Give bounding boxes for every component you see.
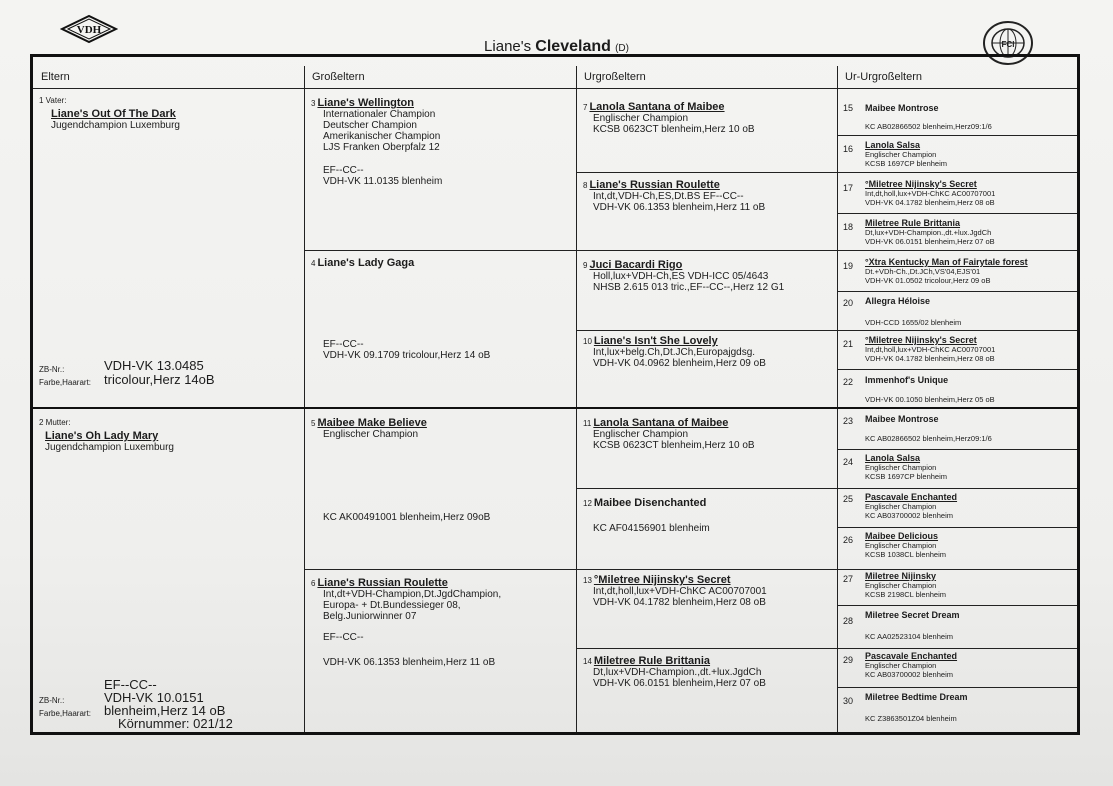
- title-kennel: Liane's: [484, 38, 532, 55]
- gg-grandparent-19: [843, 257, 1075, 285]
- pedigree-number: 19: [843, 261, 854, 271]
- dam-label: 2 Mutter:: [39, 418, 71, 427]
- info-line: KCSB 1697CP blenheim: [865, 158, 947, 168]
- info-line: Int,lux+belg.Ch,Dt.JCh,Europajgdsg.: [593, 347, 756, 358]
- divider: [837, 369, 1077, 370]
- info-line: VDH-VK 09.1709 tricolour,Herz 14 oB: [323, 350, 491, 361]
- gg-grandparent-24: [843, 453, 1075, 481]
- info-line: EF--CC--: [323, 339, 364, 350]
- col-header-great-great-grandparents: Ur-Urgroßeltern: [837, 66, 1077, 89]
- great-grandparent-14: [583, 656, 835, 689]
- divider: [304, 66, 305, 732]
- grandparent-5: [311, 418, 573, 523]
- dam-zb-value: VDH-VK 10.0151: [104, 690, 204, 705]
- info-line: Englischer Champion: [593, 429, 689, 440]
- great-grandparent-9: [583, 260, 835, 293]
- info-line: KC AB02866502 blenheim,Herz09:1/6: [865, 122, 992, 131]
- info-line: VDH-VK 06.0151 blenheim,Herz 07 oB: [593, 678, 766, 689]
- info-line: VDH-VK 04.1782 blenheim,Herz 08 oB: [865, 197, 995, 207]
- great-grandparent-13: [583, 575, 835, 608]
- gg-grandparent-27: [843, 571, 1075, 599]
- divider: [837, 291, 1077, 292]
- info-line: KC AK00491001 blenheim,Herz 09oB: [323, 512, 491, 523]
- pedigree-number: 11: [583, 419, 592, 428]
- col-header-parents: Eltern: [33, 66, 304, 89]
- info-line: KC Z3863501Z04 blenheim: [865, 714, 957, 723]
- dog-name: °Miletree Nijinsky's Secret: [593, 574, 731, 586]
- info-line: KC AB03700002 blenheim: [865, 669, 953, 679]
- dog-name: Maibee Disenchanted: [593, 497, 707, 509]
- info-line: VDH-VK 04.1782 blenheim,Herz 08 oB: [865, 353, 995, 363]
- info-line: Int,dt,holl,lux+VDH-ChKC AC00707001: [865, 189, 996, 198]
- info-line: Int,dt,holl,lux+VDH-ChKC AC00707001: [865, 345, 996, 354]
- divider: [576, 66, 577, 732]
- gg-grandparent-17: [843, 179, 1075, 207]
- pedigree-number: 24: [843, 457, 854, 467]
- dog-name: Liane's Wellington: [317, 97, 414, 109]
- info-line: KCSB 2198CL blenheim: [865, 589, 947, 599]
- great-grandparent-8: [583, 180, 835, 213]
- dog-name: °Miletree Nijinsky's Secret: [865, 179, 977, 189]
- gg-grandparent-26: [843, 531, 1075, 559]
- title-line: Internationaler Champion: [323, 109, 436, 120]
- info-line: VDH-VK 06.1353 blenheim,Herz 11 oB: [323, 657, 496, 668]
- pedigree-number: 7: [583, 103, 588, 112]
- gg-grandparent-18: [843, 218, 1075, 246]
- gg-grandparent-25: [843, 492, 1075, 520]
- info-line: VDH-VK 01.0502 tricolour,Herz 09 oB: [865, 275, 991, 285]
- col-header-great-grandparents: Urgroßeltern: [576, 66, 837, 89]
- dog-name: Liane's Russian Roulette: [589, 179, 720, 191]
- great-grandparent-12: [583, 498, 835, 534]
- info-line: Dt.+VDh-Ch.,Dt.JCh,VS'04,EJS'01: [865, 267, 981, 276]
- info-line: KC AF04156901 blenheim: [593, 523, 710, 534]
- gg-grandparent-30: [843, 692, 1075, 724]
- dam-color-label: Farbe,Haarart:: [39, 709, 92, 718]
- divider: [837, 527, 1077, 528]
- dog-name: Maibee Delicious: [865, 531, 939, 541]
- dam-name: Liane's Oh Lady Mary: [45, 430, 159, 442]
- great-grandparent-10: [583, 336, 835, 369]
- info-line: Dt,lux+VDH-Champion.,dt.+lux.JgdCh: [593, 667, 762, 678]
- dam-extra: EF--CC--: [104, 677, 157, 692]
- pedigree-number: 5: [311, 419, 316, 428]
- title-line: Belg.Juniorwinner 07: [323, 611, 417, 622]
- divider: [304, 250, 1077, 251]
- info-line: Englischer Champion: [865, 541, 937, 550]
- pedigree-number: 27: [843, 574, 854, 584]
- pedigree-number: 28: [843, 616, 854, 626]
- title-country: (D): [615, 43, 629, 54]
- grandparent-4: [311, 258, 573, 361]
- info-line: Englischer Champion: [865, 463, 937, 472]
- divider: [837, 135, 1077, 136]
- dog-name: Lanola Santana of Maibee: [589, 101, 725, 113]
- dam-cell: [39, 418, 299, 453]
- info-line: Dt,lux+VDH-Champion.,dt.+lux.JgdCh: [865, 228, 992, 237]
- info-line: EF--CC--: [323, 165, 364, 176]
- gg-grandparent-16: [843, 140, 1075, 168]
- info-line: KC AB03700002 blenheim: [865, 510, 953, 520]
- title-line: Europa- + Dt.Bundessieger 08,: [323, 600, 461, 611]
- divider: [837, 687, 1077, 688]
- dog-name: Liane's Russian Roulette: [317, 577, 448, 589]
- dog-name: Liane's Lady Gaga: [317, 257, 415, 269]
- sire-label: 1 Vater:: [39, 96, 67, 105]
- grandparent-6: [311, 578, 573, 668]
- info-line: KCSB 0623CT blenheim,Herz 10 oB: [593, 440, 755, 451]
- svg-text:FCI: FCI: [1001, 40, 1015, 49]
- title-line: Int,dt+VDH-Champion,Dt.JgdChampion,: [323, 589, 502, 600]
- divider: [576, 648, 1077, 649]
- divider: [304, 569, 1077, 570]
- dog-name: Lanola Salsa: [865, 140, 921, 150]
- gg-grandparent-29: [843, 651, 1075, 679]
- gg-grandparent-20: [843, 296, 1075, 328]
- pedigree-number: 3: [311, 99, 316, 108]
- info-line: Englischer Champion: [865, 661, 937, 670]
- pedigree-number: 30: [843, 696, 854, 706]
- info-line: KC AA02523104 blenheim: [865, 632, 953, 641]
- dog-name: Liane's Isn't She Lovely: [593, 335, 718, 347]
- dog-name: Miletree Rule Brittania: [865, 218, 961, 228]
- info-line: Holl,lux+VDH-Ch,ES VDH-ICC 05/4643: [593, 271, 769, 282]
- pedigree-number: 20: [843, 298, 854, 308]
- pedigree-number: 8: [583, 181, 588, 190]
- col-header-grandparents: Großeltern: [304, 66, 576, 89]
- dog-name: °Xtra Kentucky Man of Fairytale forest: [865, 257, 1028, 267]
- dog-name: Pascavale Enchanted: [865, 651, 958, 661]
- dog-name: Allegra Héloise: [865, 296, 931, 306]
- dog-name: Pascavale Enchanted: [865, 492, 958, 502]
- pedigree-number: 29: [843, 655, 854, 665]
- dog-name: Maibee Make Believe: [317, 417, 427, 429]
- gg-grandparent-22: [843, 375, 1075, 405]
- pedigree-number: 15: [843, 103, 854, 113]
- great-grandparent-7: [583, 102, 835, 135]
- sire-zb-label: ZB-Nr.:: [39, 365, 65, 374]
- divider: [837, 66, 838, 732]
- pedigree-number: 26: [843, 535, 854, 545]
- info-line: Englischer Champion: [865, 581, 937, 590]
- dog-name: Miletree Rule Brittania: [593, 655, 711, 667]
- gg-grandparent-28: [843, 610, 1075, 642]
- divider: [33, 407, 1077, 409]
- info-line: VDH-CCD 1655/02 blenheim: [865, 318, 962, 327]
- pedigree-number: 21: [843, 339, 854, 349]
- info-line: Englischer Champion: [865, 150, 937, 159]
- info-line: NHSB 2.615 013 tric.,EF--CC--,Herz 12 G1: [593, 282, 785, 293]
- dog-name: Miletree Bedtime Dream: [865, 692, 968, 702]
- pedigree-number: 12: [583, 499, 592, 508]
- pedigree-number: 16: [843, 144, 854, 154]
- dam-title: Jugendchampion Luxemburg: [45, 442, 174, 453]
- dam-koernummer: Körnummer: 021/12: [118, 716, 233, 731]
- dog-name: Maibee Montrose: [865, 103, 939, 113]
- divider: [837, 449, 1077, 450]
- pedigree-number: 14: [583, 657, 592, 666]
- pedigree-number: 17: [843, 183, 854, 193]
- dam-color-value: blenheim,Herz 14 oB: [104, 703, 226, 718]
- title-line: Deutscher Champion: [323, 120, 417, 131]
- info-line: VDH-VK 04.1782 blenheim,Herz 08 oB: [593, 597, 766, 608]
- pedigree-number: 9: [583, 261, 588, 270]
- gg-grandparent-23: [843, 414, 1075, 444]
- sire-zb-value: VDH-VK 13.0485: [104, 358, 204, 373]
- dog-name: Miletree Nijinsky: [865, 571, 937, 581]
- info-line: VDH-VK 06.0151 blenheim,Herz 07 oB: [865, 236, 995, 246]
- dog-name: Lanola Santana of Maibee: [593, 417, 729, 429]
- info-line: Englischer Champion: [593, 113, 689, 124]
- title-line: LJS Franken Oberpfalz 12: [323, 142, 440, 153]
- dog-name: Lanola Salsa: [865, 453, 921, 463]
- divider: [576, 488, 1077, 489]
- pedigree-number: 23: [843, 416, 854, 426]
- vdh-logo-text: VDH: [76, 24, 102, 36]
- pedigree-number: 22: [843, 377, 854, 387]
- gg-grandparent-21: [843, 335, 1075, 363]
- great-grandparent-11: [583, 418, 835, 451]
- info-line: KC AB02866502 blenheim,Herz09:1/6: [865, 434, 992, 443]
- pedigree-number: 10: [583, 337, 592, 346]
- pedigree-number: 6: [311, 579, 316, 588]
- info-line: VDH-VK 00.1050 blenheim,Herz 05 oB: [865, 395, 995, 404]
- divider: [837, 605, 1077, 606]
- gg-grandparent-15: [843, 103, 1075, 132]
- sire-cell: [39, 96, 299, 131]
- dog-name: °Miletree Nijinsky's Secret: [865, 335, 977, 345]
- divider: [576, 172, 1077, 173]
- info-line: Int,dt,VDH-Ch,ES,Dt.BS EF--CC--: [593, 191, 744, 202]
- pedigree-number: 4: [311, 259, 316, 268]
- dam-zb-label: ZB-Nr.:: [39, 696, 65, 705]
- title-line: Amerikanischer Champion: [323, 131, 441, 142]
- info-line: KCSB 1697CP blenheim: [865, 471, 947, 481]
- pedigree-number: 25: [843, 494, 854, 504]
- divider: [837, 213, 1077, 214]
- dog-name: Miletree Secret Dream: [865, 610, 960, 620]
- info-line: VDH-VK 11.0135 blenheim: [323, 176, 443, 187]
- info-line: EF--CC--: [323, 632, 364, 643]
- info-line: Int,dt,holl,lux+VDH-ChKC AC00707001: [593, 586, 767, 597]
- pedigree-number: 13: [583, 576, 592, 585]
- pedigree-number: 18: [843, 222, 854, 232]
- info-line: VDH-VK 04.0962 blenheim,Herz 09 oB: [593, 358, 766, 369]
- sire-title: Jugendchampion Luxemburg: [51, 120, 180, 131]
- title-dog-name: Cleveland: [535, 38, 611, 55]
- info-line: Englischer Champion: [865, 502, 937, 511]
- title-line: Englischer Champion: [323, 429, 419, 440]
- info-line: KCSB 0623CT blenheim,Herz 10 oB: [593, 124, 755, 135]
- dog-name: Immenhof's Unique: [865, 375, 949, 385]
- info-line: KCSB 1038CL blenheim: [865, 549, 947, 559]
- sire-name: Liane's Out Of The Dark: [51, 108, 176, 120]
- sire-color-value: tricolour,Herz 14oB: [104, 372, 215, 387]
- info-line: VDH-VK 06.1353 blenheim,Herz 11 oB: [593, 202, 766, 213]
- grandparent-3: [311, 98, 573, 187]
- dog-name: Maibee Montrose: [865, 414, 939, 424]
- sire-color-label: Farbe,Haarart:: [39, 378, 92, 387]
- dog-name: Juci Bacardi Rigo: [589, 259, 683, 271]
- divider: [576, 330, 1077, 331]
